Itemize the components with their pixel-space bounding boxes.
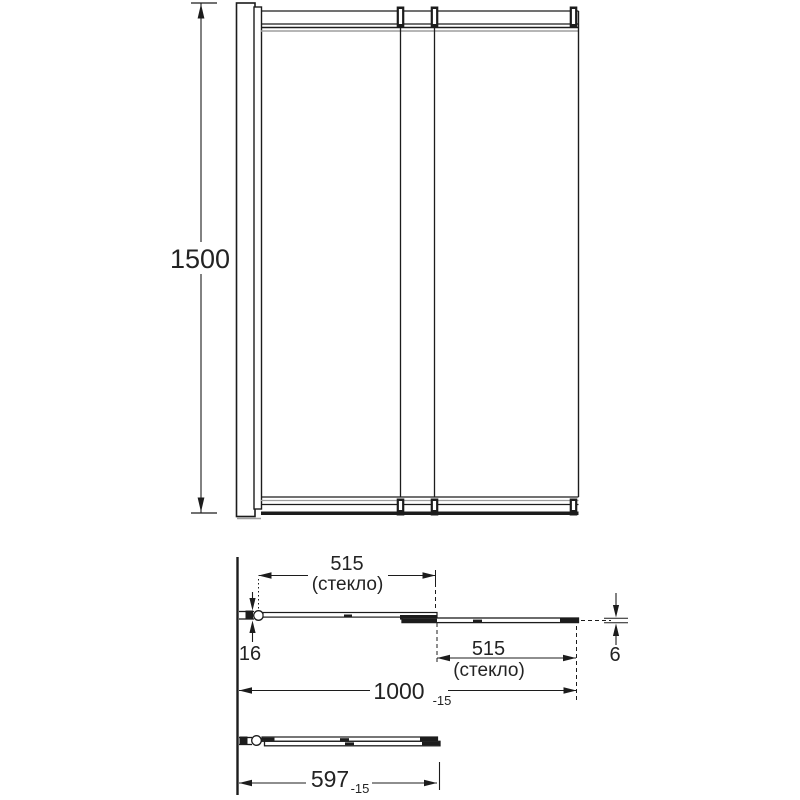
glass-thickness-dimension bbox=[604, 593, 628, 666]
arrow-up-icon bbox=[249, 621, 255, 634]
roller-bracket bbox=[570, 499, 578, 516]
roller-bracket bbox=[570, 7, 578, 28]
wall-profile bbox=[237, 3, 262, 519]
arrow-left-icon bbox=[437, 655, 450, 661]
wall-profile-outer bbox=[237, 3, 256, 517]
clamp-mark bbox=[340, 738, 349, 741]
glass-top-dimension-note: (стекло) bbox=[311, 574, 384, 595]
arrow-down-icon bbox=[198, 498, 205, 513]
clamp-mark bbox=[345, 742, 354, 745]
plan-view-closed bbox=[239, 736, 440, 796]
arrow-up-icon bbox=[198, 4, 205, 19]
hinge-knob bbox=[254, 611, 264, 621]
folded-width-dimension-value: 597 bbox=[310, 766, 350, 792]
arrow-up-icon bbox=[613, 624, 619, 637]
bracket-slot bbox=[433, 501, 436, 510]
folded-width-dimension bbox=[239, 762, 440, 796]
wall-bracket bbox=[239, 611, 263, 621]
end-profile bbox=[422, 742, 440, 745]
overall-width-dimension-value: 1000 bbox=[373, 678, 425, 704]
glass-bottom-dimension-value: 515 bbox=[471, 638, 506, 660]
sliding-panel-plan bbox=[402, 618, 611, 623]
clamp-mark bbox=[263, 738, 275, 741]
bottom-rail bbox=[261, 497, 579, 516]
height-dimension bbox=[170, 3, 230, 513]
arrow-right-icon bbox=[564, 687, 577, 693]
arrow-left-icon bbox=[239, 687, 252, 693]
arrow-right-icon bbox=[423, 572, 436, 578]
bracket-slot bbox=[433, 9, 436, 24]
front-view bbox=[170, 3, 579, 519]
end-profile bbox=[420, 737, 438, 741]
glass-panel-edges bbox=[401, 11, 579, 497]
hinge-knob bbox=[252, 736, 262, 746]
rail-base bbox=[261, 512, 579, 516]
roller-bracket bbox=[397, 499, 405, 516]
arrow-left-icon bbox=[239, 780, 252, 786]
clamp-mark bbox=[344, 615, 352, 618]
bracket-block bbox=[246, 611, 254, 620]
overall-width-dimension-tolerance: -15 bbox=[432, 693, 452, 708]
arrow-down-icon bbox=[249, 598, 255, 611]
overlap-profile bbox=[403, 619, 438, 622]
bracket-slot bbox=[399, 9, 402, 24]
height-dimension-label: 1500 bbox=[169, 244, 231, 274]
arrow-left-icon bbox=[259, 572, 272, 578]
clamp-mark bbox=[473, 620, 482, 623]
glass-bottom-dimension-note: (стекло) bbox=[453, 660, 525, 681]
roller-bracket bbox=[397, 7, 405, 28]
bracket-slot bbox=[399, 501, 402, 510]
bracket-slot bbox=[572, 9, 575, 24]
stacked-panels-plan bbox=[262, 737, 440, 746]
glass-top-dimension-value: 515 bbox=[330, 553, 364, 575]
wall-profile-dimension-value: 16 bbox=[238, 643, 262, 665]
folded-width-dimension-tolerance: -15 bbox=[350, 781, 370, 796]
glass-bottom-dimension bbox=[437, 623, 577, 700]
plan-view-open bbox=[239, 553, 628, 708]
roller-bracket bbox=[431, 7, 439, 28]
bracket-block bbox=[240, 737, 248, 746]
glass-edge-profile bbox=[254, 7, 262, 509]
end-profile bbox=[560, 618, 579, 623]
arrow-right-icon bbox=[424, 780, 437, 786]
glass-thickness-dimension-value: 6 bbox=[609, 644, 621, 666]
bracket-slot bbox=[572, 501, 575, 510]
arrow-right-icon bbox=[563, 655, 576, 661]
overall-width-dimension bbox=[239, 678, 577, 708]
top-rail bbox=[261, 11, 579, 31]
glass-top-dimension bbox=[259, 553, 436, 611]
wall-profile-dimension bbox=[239, 592, 261, 665]
wall-bracket bbox=[239, 736, 261, 746]
arrow-down-icon bbox=[613, 605, 619, 618]
roller-bracket bbox=[431, 499, 439, 516]
